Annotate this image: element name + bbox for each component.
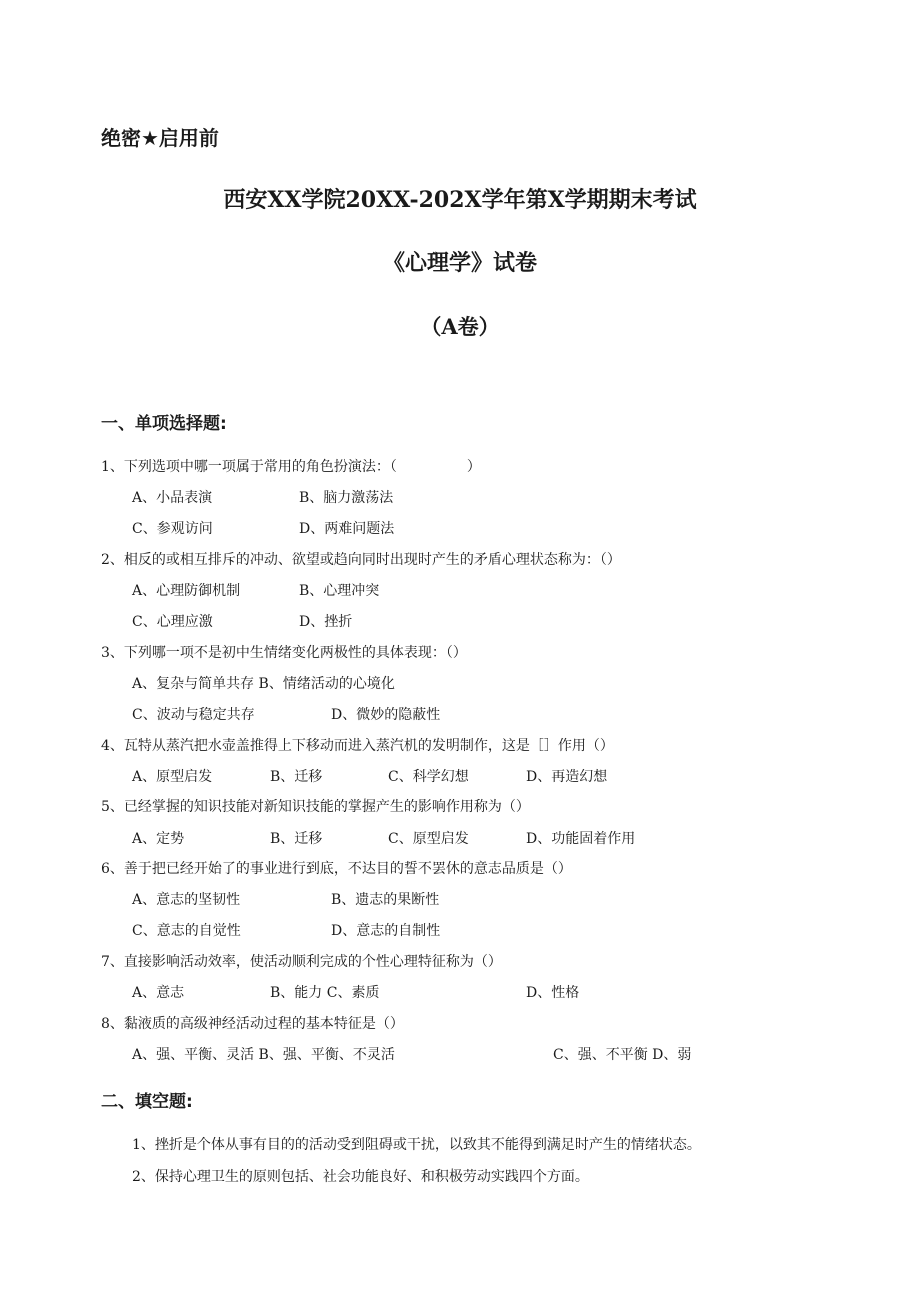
option: C、心理应激 xyxy=(132,614,213,630)
question-stem: 5、已经掌握的知识技能对新知识技能的掌握产生的影响作用称为（） xyxy=(101,799,530,815)
option: A、小品表演 xyxy=(132,490,213,506)
option: C、科学幻想 xyxy=(388,769,469,785)
option: B、遗志的果断性 xyxy=(331,892,440,908)
exam-version: （A卷） xyxy=(420,314,500,339)
option: B、心理冲突 xyxy=(299,583,380,599)
option: B、脑力激荡法 xyxy=(299,490,394,506)
question-stem: 6、善于把已经开始了的事业进行到底，不达目的誓不罢休的意志品质是（） xyxy=(101,861,572,877)
option: A、心理防御机制 xyxy=(132,583,241,599)
option: A、意志的坚韧性 xyxy=(132,892,241,908)
fill-item: 2、保持心理卫生的原则包括、社会功能良好、和积极劳动实践四个方面。 xyxy=(132,1169,589,1185)
option: A、定势 xyxy=(132,831,185,847)
option: C、参观访问 xyxy=(132,521,213,537)
option: C、原型启发 xyxy=(388,831,469,847)
option: A、复杂与简单共存 B、情绪活动的心境化 xyxy=(132,676,395,692)
option: B、能力 C、素质 xyxy=(270,985,380,1001)
option: A、强、平衡、灵活 B、强、平衡、不灵活 xyxy=(132,1047,395,1063)
question-stem: 4、瓦特从蒸汽把水壶盖推得上下移动而进入蒸汽机的发明制作，这是［］作用（） xyxy=(101,738,614,754)
section-heading-choice: 一、单项选择题: xyxy=(101,414,227,434)
option: D、功能固着作用 xyxy=(526,831,636,847)
option: C、强、不平衡 D、弱 xyxy=(553,1047,692,1063)
option: C、意志的自觉性 xyxy=(132,923,241,939)
option: D、意志的自制性 xyxy=(331,923,441,939)
question-stem: 2、相反的或相互排斥的冲动、欲望或趋向同时出现时产生的矛盾心理状态称为：（） xyxy=(101,552,621,568)
question-stem: 7、直接影响活动效率，使活动顺利完成的个性心理特征称为（） xyxy=(101,954,502,970)
question-stem: 8、黏液质的高级神经活动过程的基本特征是（） xyxy=(101,1016,404,1032)
option: D、两难问题法 xyxy=(299,521,395,537)
option: D、微妙的隐蔽性 xyxy=(331,707,441,723)
exam-title: 西安XX学院20XX-202X学年第X学期期末考试 xyxy=(223,187,697,213)
option: B、迁移 xyxy=(270,769,323,785)
option: D、挫折 xyxy=(299,614,353,630)
option: B、迁移 xyxy=(270,831,323,847)
option: D、性格 xyxy=(526,985,580,1001)
question-stem: 3、下列哪一项不是初中生情绪变化两极性的具体表现：（） xyxy=(101,645,467,661)
section-heading-fill: 二、填空题: xyxy=(101,1092,193,1112)
option: C、波动与稳定共存 xyxy=(132,707,255,723)
exam-subtitle: 《心理学》试卷 xyxy=(382,250,537,276)
fill-item: 1、挫折是个体从事有目的的活动受到阻碍或干扰，以致其不能得到满足时产生的情绪状态。 xyxy=(132,1137,701,1153)
secret-mark: 绝密★启用前 xyxy=(101,126,219,150)
option: A、意志 xyxy=(132,985,185,1001)
question-stem: 1、下列选项中哪一项属于常用的角色扮演法：（ ） xyxy=(101,459,481,475)
option: D、再造幻想 xyxy=(526,769,608,785)
option: A、原型启发 xyxy=(132,769,213,785)
